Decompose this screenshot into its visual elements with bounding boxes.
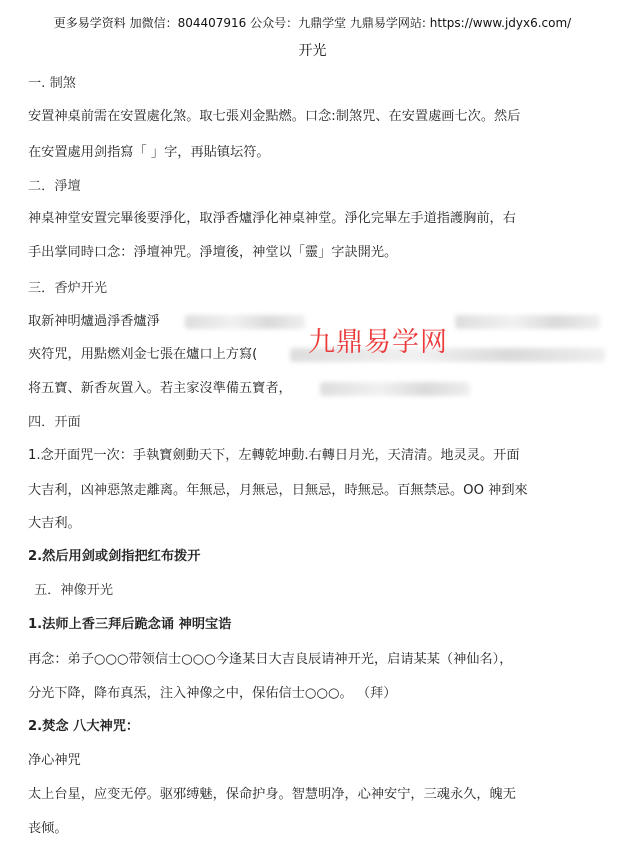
section-heading-1: 一. 制煞 xyxy=(28,76,76,91)
paragraph-line: 丧倾。 xyxy=(28,821,68,836)
paragraph-line: 夾符咒，用點燃刈金七張在爐口上方寫( xyxy=(28,347,258,362)
step-line: 2.然后用剑或剑指把红布拨开 xyxy=(28,549,201,564)
redacted-block xyxy=(320,382,470,396)
section-heading-5: 五．神像开光 xyxy=(34,583,114,598)
section-heading-4: 四．开面 xyxy=(28,415,81,430)
paragraph-line: 再念：弟子○○○带领信士○○○今逢某日大吉良辰请神开光，启请某某（神仙名）， xyxy=(28,652,513,667)
paragraph-line: 将五寶、新香灰置入。若主家沒準備五寶者， xyxy=(28,381,292,396)
paragraph-line: 净心神咒 xyxy=(28,753,81,768)
paragraph-line: 手出掌同時口念：淨壇神咒。淨壇後，神堂以「靈」字訣開光。 xyxy=(28,245,398,260)
paragraph-line: 太上台星，应变无停。驱邪缚魅，保命护身。智慧明净，心神安宁，三魂永久，魄无 xyxy=(28,787,516,802)
site-watermark: 九鼎易学网 xyxy=(308,327,448,358)
paragraph-line: 神桌神堂安置完畢後要淨化，取淨香爐淨化神桌神堂。淨化完畢左手道指護胸前，右 xyxy=(28,211,516,226)
paragraph-line: 大吉利，凶神惡煞走離离。年無忌，月無忌，日無忌，時無忌。百無禁忌。OO 神到來 xyxy=(28,483,528,498)
step-line: 2.焚念 八大神咒： xyxy=(28,719,140,734)
step-line: 1.法师上香三拜后跪念诵 神明宝诰 xyxy=(28,617,232,632)
paragraph-line: 分光下降，降布真炁，注入神像之中，保佑信士○○○。 （拜） xyxy=(28,686,397,701)
paragraph-line: 取新神明爐過淨香爐淨 xyxy=(28,314,160,329)
document-title: 开光 xyxy=(298,43,327,59)
redacted-block xyxy=(185,315,305,329)
redacted-block xyxy=(455,315,600,329)
paragraph-line: 1.念开面咒一次：手執寶劍動天下，左轉乾坤動.右轉日月光，天清清。地灵灵。开面 xyxy=(28,448,520,463)
paragraph-line: 安置神桌前需在安置處化煞。取七張刈金點燃。口念:制煞咒、在安置處画七次。然后 xyxy=(28,109,521,124)
paragraph-line: 在安置處用剑指寫「 」字，再貼镇坛符。 xyxy=(28,145,270,160)
page-header: 更多易学资料 加微信：804407916 公众号：九鼎学堂 九鼎易学网站: https://www.jdyx6.com/ xyxy=(53,16,572,30)
section-heading-2: 二．淨壇 xyxy=(28,179,81,194)
paragraph-line: 大吉利。 xyxy=(28,516,81,531)
section-heading-3: 三．香炉开光 xyxy=(28,281,108,296)
